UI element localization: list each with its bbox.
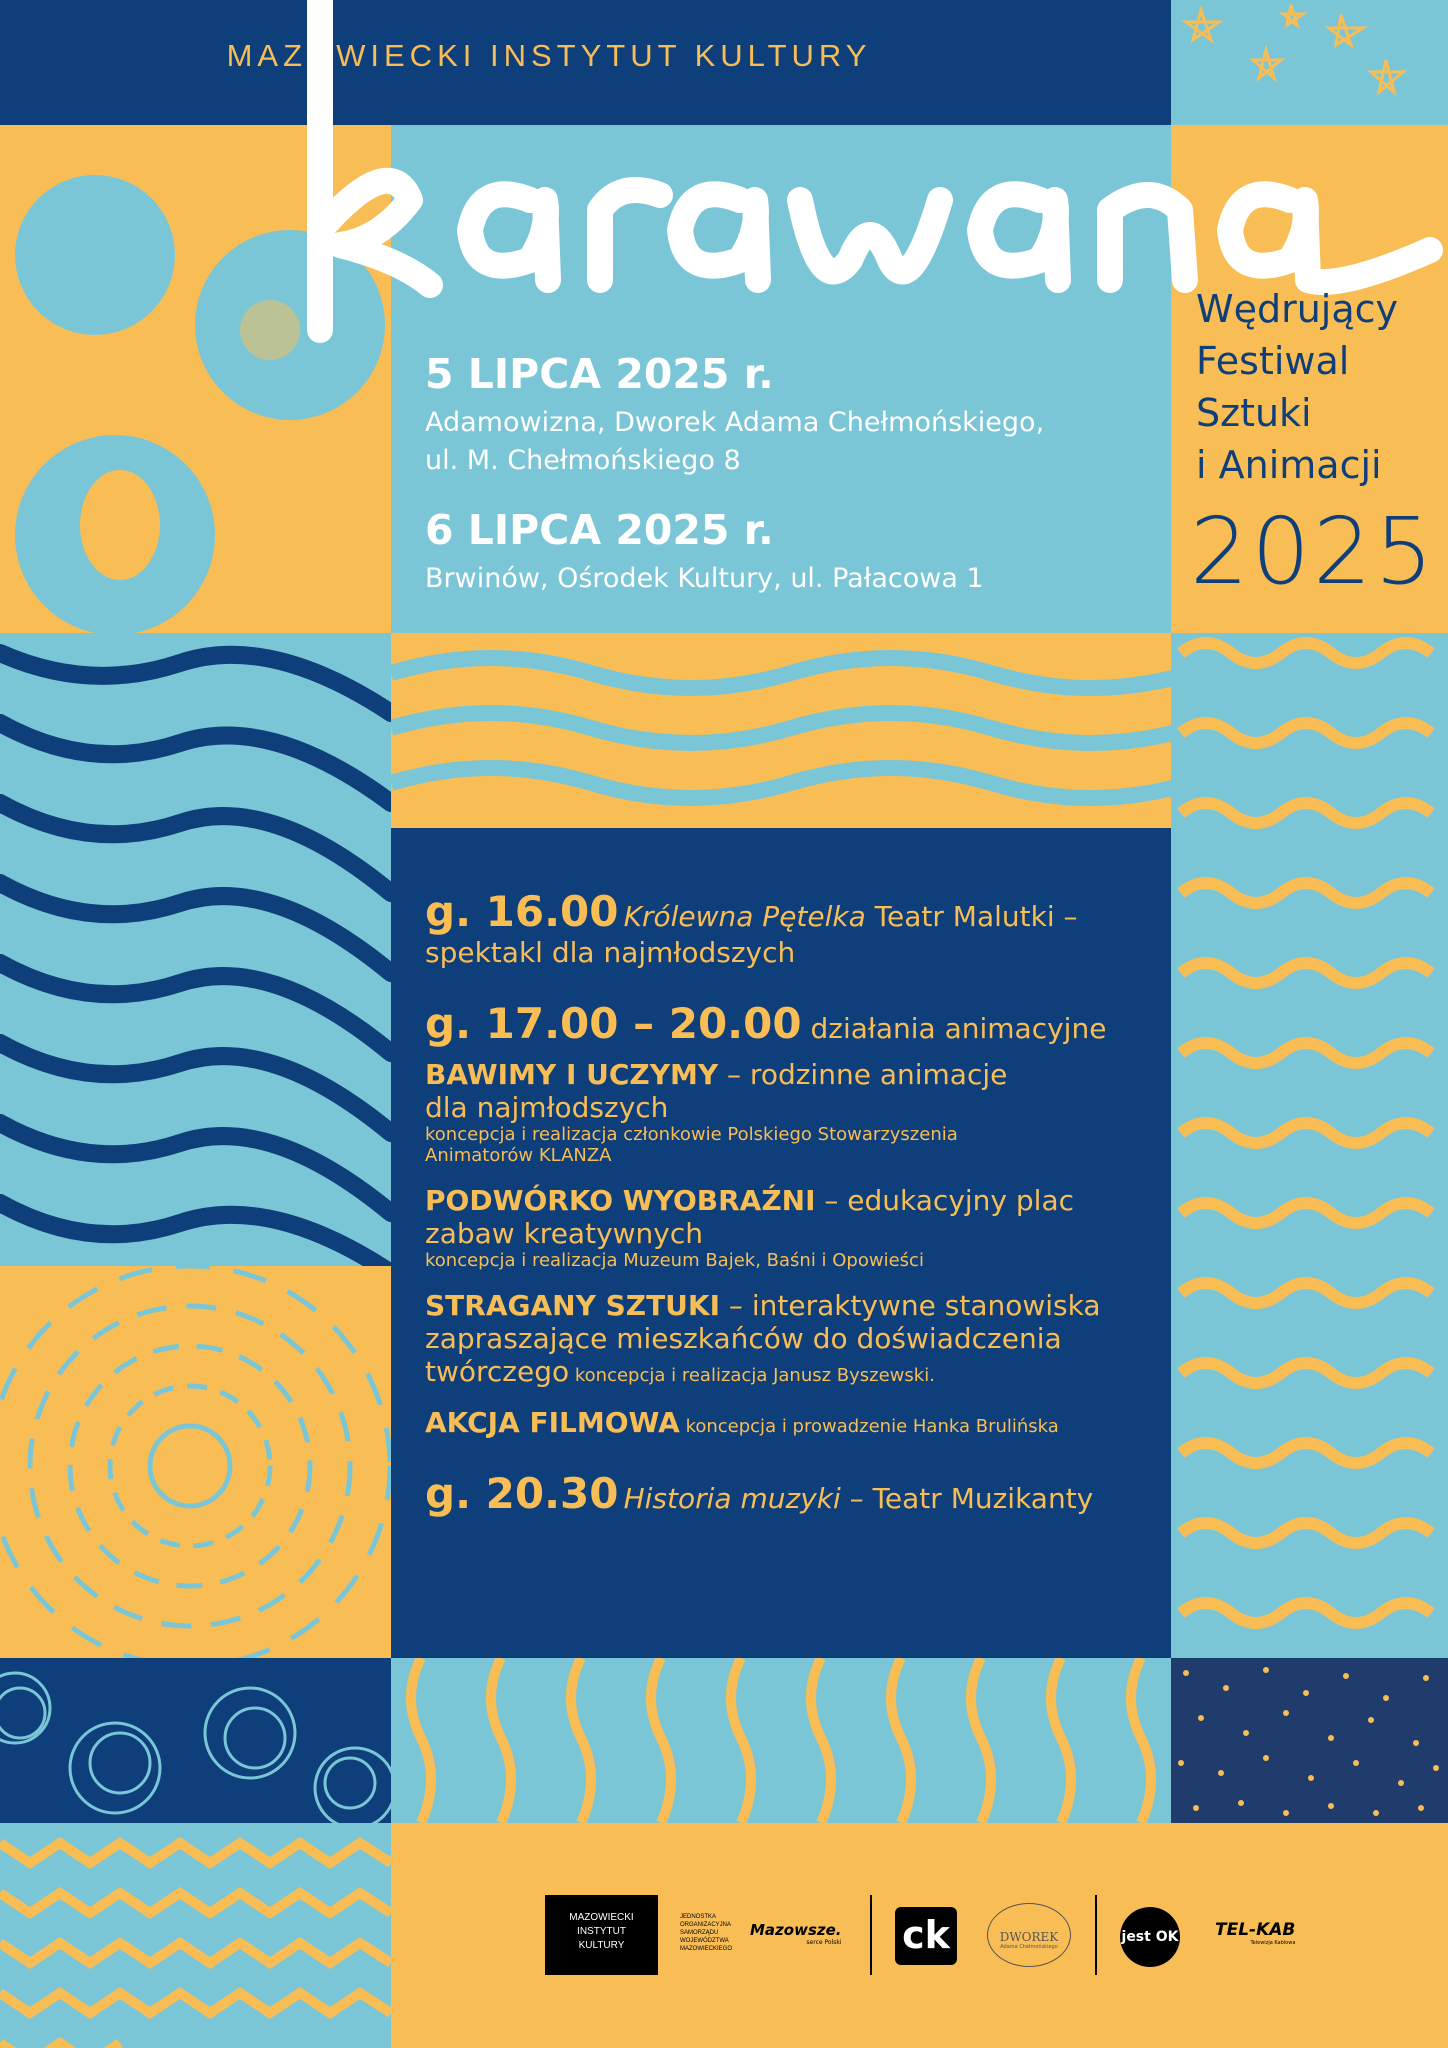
mik-logo-line: MAZOWIECKI <box>569 1912 634 1923</box>
ck-text: ck <box>902 1913 950 1957</box>
subtitle-line: i Animacji <box>1196 443 1382 487</box>
activity-credit: koncepcja i realizacja Janusz Byszewski. <box>569 1365 935 1386</box>
program-item <box>425 999 1155 1048</box>
zigzag-pattern <box>0 1823 391 2048</box>
activity-name: STRAGANY SZTUKI <box>425 1289 721 1322</box>
activity-credit: Animatorów KLANZA <box>425 1145 612 1166</box>
event-date: 5 LIPCA 2025 r. <box>425 350 774 398</box>
mik-logo <box>545 1895 658 1975</box>
activity-desc: – rodzinne animacje <box>718 1058 1008 1091</box>
program-time: g. 20.30 <box>425 1469 619 1518</box>
institute-name: MAZOWIECKI INSTYTUT KULTURY <box>226 38 872 73</box>
telkab-logo <box>1215 1920 1295 1946</box>
activity-name: PODWÓRKO WYOBRAŹNI <box>425 1184 816 1217</box>
event-1 <box>425 350 1145 480</box>
festival-year: 2025 <box>1190 498 1437 605</box>
telkab-sub: Telewizja Kablowa <box>1250 1940 1296 1946</box>
telkab-text: TEL-KAB <box>1215 1920 1296 1940</box>
activity-desc: – interaktywne stanowiska <box>720 1289 1101 1322</box>
event-place: ul. M. Chełmońskiego 8 <box>425 445 741 476</box>
event-date: 6 LIPCA 2025 r. <box>425 506 774 554</box>
activity-desc: twórczego <box>425 1355 570 1388</box>
waves-panel-center <box>391 633 1171 828</box>
jest-ok-text: jest OK <box>1121 1929 1179 1945</box>
activity-credit: koncepcja i realizacja członkowie Polskiego Stowarzyszenia <box>425 1124 958 1145</box>
divider <box>1095 1895 1097 1975</box>
festival-subtitle <box>1196 283 1398 491</box>
program-desc: – Teatr Muzikanty <box>840 1482 1094 1515</box>
program-item <box>425 887 1155 969</box>
activity-desc: – edukacyjny plac <box>815 1184 1074 1217</box>
activity <box>425 1058 1155 1166</box>
activity-desc: zapraszające mieszkańców do doświadczenia <box>425 1322 1062 1355</box>
activity-name: BAWIMY I UCZYMY <box>425 1058 719 1091</box>
dworek-logo <box>987 1903 1071 1967</box>
program-time: g. 16.00 <box>425 887 619 936</box>
squiggle-pattern <box>1171 633 1448 1658</box>
program-item <box>425 1469 1155 1518</box>
mik-logo-line: INSTYTUT <box>577 1926 626 1937</box>
samorzad-line: WOJEWÓDZTWA <box>680 1938 729 1944</box>
samorzad-text <box>680 1913 732 1953</box>
program-desc: działania animacyjne <box>801 1012 1107 1045</box>
scribbles-panel <box>0 1658 391 1823</box>
activity-credit: koncepcja i prowadzenie Hanka Brulińska <box>679 1416 1059 1437</box>
activity-credit: koncepcja i realizacja Muzeum Bajek, Baśni i Opowieści <box>425 1250 924 1271</box>
ck-logo <box>895 1907 957 1965</box>
program-desc: spektakl dla najmłodszych <box>425 936 796 969</box>
swirl-panel <box>0 1266 391 1658</box>
jest-ok-logo <box>1120 1907 1180 1967</box>
program-desc: Teatr Malutki – <box>865 900 1078 933</box>
program-time: g. 17.00 – 20.00 <box>425 999 802 1048</box>
program-title: Historia muzyki <box>623 1482 841 1515</box>
event-2 <box>425 506 1145 598</box>
swirl-pattern <box>0 1266 391 1658</box>
subtitle-line: Sztuki <box>1196 391 1312 435</box>
activity-desc: zabaw kreatywnych <box>425 1217 703 1250</box>
program-title: Królewna Pętelka <box>623 900 866 933</box>
waves-panel-left <box>0 633 391 1266</box>
program <box>425 887 1155 1518</box>
samorzad-line: MAZOWIECKIEGO <box>680 1946 733 1952</box>
samorzad-line: SAMORZĄDU <box>680 1930 719 1936</box>
dots-pattern <box>1171 1658 1448 1823</box>
mazowsze-text: Mazowsze. <box>750 1921 842 1939</box>
mik-logo-line: KULTURY <box>578 1940 625 1951</box>
sponsor-logos <box>545 1895 1305 1975</box>
wavy-bands <box>391 633 1171 828</box>
dworek-sub: Adama Chełmońskiego <box>1000 1944 1058 1950</box>
vertical-wavy-lines <box>391 1658 1171 1823</box>
dworek-text: DWOREK <box>999 1930 1059 1944</box>
zigzag-panel <box>0 1823 391 2048</box>
mazowsze-logo <box>750 1921 841 1946</box>
event-place: Adamowizna, Dworek Adama Chełmońskiego, <box>425 407 1045 438</box>
wavy-lines-left <box>0 633 391 1266</box>
subtitle-line: Wędrujący <box>1196 287 1399 331</box>
activity <box>425 1406 1155 1439</box>
activity <box>425 1184 1155 1271</box>
samorzad-line: ORGANIZACYJNA <box>680 1922 732 1928</box>
divider <box>870 1895 872 1975</box>
event-place: Brwinów, Ośrodek Kultury, ul. Pałacowa 1 <box>425 563 984 594</box>
vertical-waves-panel <box>391 1658 1171 1823</box>
activity-name: AKCJA FILMOWA <box>425 1406 680 1439</box>
activity-desc: dla najmłodszych <box>425 1091 669 1124</box>
dots-panel <box>1171 1658 1448 1823</box>
mazowsze-sub: serce Polski <box>806 1939 842 1946</box>
scribble-circles <box>0 1658 391 1823</box>
activity <box>425 1289 1155 1388</box>
subtitle-line: Festiwal <box>1196 339 1350 383</box>
samorzad-line: JEDNOSTKA <box>680 1914 717 1920</box>
squiggle-panel <box>1171 633 1448 1658</box>
